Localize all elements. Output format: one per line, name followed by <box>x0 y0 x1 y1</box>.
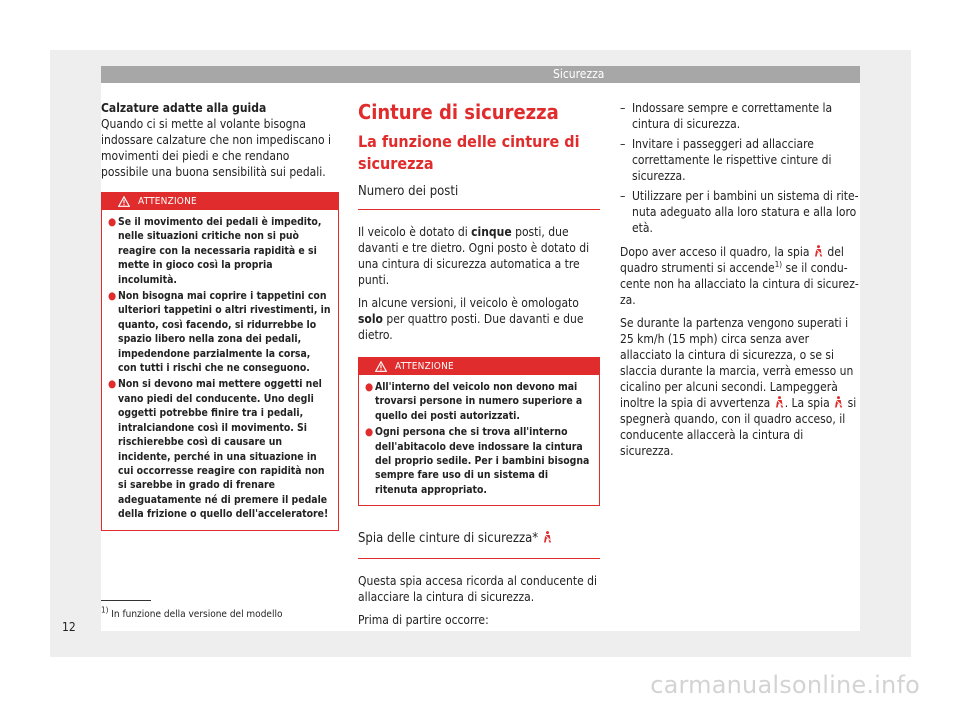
warning-item-text: All'interno del veicolo non devono mai trovarsi persone in numero superiore a quello dei posti autorizzati. <box>375 381 583 422</box>
section-title-seats: Numero dei posti <box>358 184 459 199</box>
warning-label: ATTENZIONE <box>395 361 454 372</box>
dash-bullet: – <box>620 189 626 203</box>
warning-body <box>102 210 338 530</box>
footnote-mark: 1) <box>101 605 109 615</box>
page-number: 12 <box>62 620 76 634</box>
warning-item <box>108 377 332 521</box>
warning-item <box>365 425 593 497</box>
seatbelt-warning-icon <box>543 531 552 543</box>
warning-item-text: Non si devono mai mettere oggetti nel vano piedi del conducente. Uno degli oggetti potrebbe finire tra i pedali, intralciandone così il movimento. Si rischierebbe così di causare un incidente, perché in una situazione in cui occorresse reagire con rapidità non si sarebbe in grado di frenare adeguatamente né di premere il pedale della frizione o quello dell'acceleratore! <box>118 378 329 521</box>
footnote <box>101 605 283 622</box>
column-middle <box>358 100 600 635</box>
warning-box <box>101 192 339 531</box>
bullet-icon: ● <box>365 381 374 393</box>
section-header: Sicurezza <box>101 66 860 83</box>
text-bold: cinque <box>471 225 512 239</box>
bullet-icon: ● <box>108 378 117 391</box>
paragraph-versions <box>358 295 600 343</box>
chapter-subtitle: La funzione delle cinture di sicurezza <box>358 132 580 173</box>
paragraph-footwear: Quando ci si mette al volante bisogna indossare calzature che non impediscano i movimenti dei piedi e che rendano possibile una buona sensibilità sui pedali. <box>101 117 332 179</box>
warning-triangle-icon <box>118 196 130 207</box>
list-item <box>620 136 860 184</box>
seatbelt-warning-icon <box>834 396 843 408</box>
section-heading-seats <box>358 183 600 210</box>
text: si spegnerà quando, con il quadro acceso, il conducente allaccerà la cintura di sicurezza. <box>620 396 857 458</box>
paragraph-seats <box>358 224 600 288</box>
warning-item-text: Se il movimento dei pedali è impedito, nelle situazioni critiche non si può reagire con la necessaria rapidità e si mette in gioco così la propria incolumità. <box>118 216 322 286</box>
paragraph-speed <box>620 315 860 459</box>
text: Dopo aver acceso il quadro, la spia <box>620 245 810 259</box>
warning-item <box>108 289 332 375</box>
seatbelt-warning-icon <box>775 396 784 408</box>
text-bold: solo <box>358 312 383 326</box>
text: Se durante la partenza vengono superati i 25 km/h (15 mph) circa senza aver allacciato la cintura di sicurezza, o se si slaccia durante la marcia, verrà emesso un cicalino per alcuni secondi. Lampeggerà inoltre la spia di avvertenza <box>620 316 854 410</box>
list-item <box>620 100 860 132</box>
list-item <box>620 188 860 236</box>
warning-item <box>365 380 593 423</box>
watermark: carmanualsonline.info <box>650 671 920 699</box>
text: del quadro strumenti si accende <box>620 245 844 275</box>
warning-triangle-icon <box>375 361 387 372</box>
text: se il conducente non ha allacciato la cintura di sicurezza. <box>620 261 859 307</box>
section-title-belt-light: Spia delle cinture di sicurezza* <box>358 531 539 547</box>
warning-box <box>358 357 600 506</box>
bullet-icon: ● <box>365 426 374 439</box>
footnote-divider <box>101 600 151 601</box>
text: per quattro posti. Due davanti e due dietro. <box>358 312 584 342</box>
warning-label: ATTENZIONE <box>138 196 197 207</box>
seatbelt-warning-icon <box>814 245 823 257</box>
warning-header <box>102 193 338 210</box>
warning-body <box>359 375 599 505</box>
text: posti, due davanti e tre dietro. Ogni posto è dotato di una cintura di sicurezza automatica a tre punti. <box>358 225 590 287</box>
dash-bullet: – <box>620 101 626 115</box>
paragraph-ignition <box>620 244 860 308</box>
text: . La spia <box>784 396 830 410</box>
footnote-text: In funzione della versione del modello <box>111 609 283 620</box>
list-item-text: Indossare sempre e correttamente la cintura di sicurezza. <box>632 101 833 131</box>
warning-item-text: Non bisogna mai coprire i tappetini con ulteriori tappetini o altri rivestimenti, in quanto, così facendo, si ridurrebbe lo spazio libero nella zona dei pedali, impedendone parzialmente la corsa, con tutti i rischi che ne conseguono. <box>118 290 331 375</box>
dash-bullet: – <box>620 137 626 151</box>
subhead-footwear: Calzature adatte alla guida <box>101 101 267 115</box>
column-right <box>620 100 860 466</box>
text: Il veicolo è dotato di <box>358 225 472 239</box>
warning-header <box>359 358 599 375</box>
bullet-icon: ● <box>108 290 117 303</box>
chapter-title: Cinture di sicurezza <box>358 100 559 124</box>
warning-item <box>108 215 332 287</box>
warning-item-text: Ogni persona che si trova all'interno dell'abitacolo deve indossare la cintura del proprio sedile. Per i bambini bisogna sempre fare uso di un sistema di ritenuta appropriato. <box>375 426 590 496</box>
paragraph-belt-light: Questa spia accesa ricorda al conducente di allacciare la cintura di sicurezza. <box>358 574 598 605</box>
paragraph-before-start: Prima di partire occorre: <box>358 613 489 628</box>
column-left <box>101 100 339 531</box>
list-item-text: Invitare i passeggeri ad allacciare correttamente le rispettive cinture di sicurezza. <box>632 137 832 183</box>
text: In alcune versioni, il veicolo è omologato <box>358 296 579 310</box>
list-item-text: Utilizzare per i bambini un sistema di ritenuta adeguato alla loro statura e alla loro età. <box>632 189 859 235</box>
section-heading-belt-light <box>358 530 600 559</box>
footnote-ref: 1) <box>774 260 783 269</box>
bullet-icon: ● <box>108 216 117 228</box>
